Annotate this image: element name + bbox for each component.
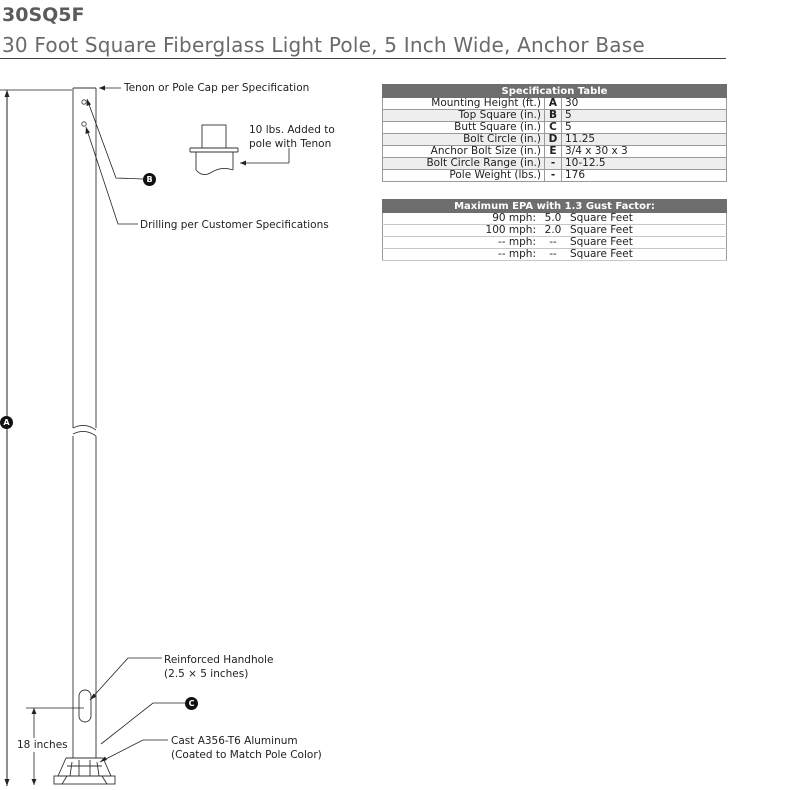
table-row (383, 249, 727, 261)
pole-hole-lower (82, 122, 86, 126)
handhole-callout-line2: (2.5 × 5 inches) (164, 668, 249, 680)
spec-key: C (545, 122, 562, 134)
tenon-weight-callout-line2: pole with Tenon (249, 138, 332, 150)
specification-table (382, 84, 727, 182)
handhole-leader (90, 658, 162, 700)
base-leader (100, 740, 168, 762)
marker-b: B (143, 173, 156, 186)
marker-a: A (0, 416, 13, 429)
table-row (383, 213, 727, 225)
epa-value: 2.0 (539, 225, 567, 237)
spec-value: 30 (562, 98, 727, 110)
table-row (383, 158, 727, 170)
epa-wind-speed: 100 mph: (383, 225, 540, 237)
base-callout-line2: (Coated to Match Pole Color) (171, 749, 322, 761)
spec-value: 11.25 (562, 134, 727, 146)
spec-label: Top Square (in.) (383, 110, 545, 122)
epa-wind-speed: -- mph: (383, 237, 540, 249)
drilling-callout: Drilling per Customer Specifications (140, 219, 329, 231)
tenon-detail (190, 125, 238, 175)
epa-wind-speed: 90 mph: (383, 213, 540, 225)
spec-table-title: Specification Table (383, 85, 727, 98)
marker-c: C (185, 697, 198, 710)
spec-key: B (545, 110, 562, 122)
table-row (383, 134, 727, 146)
anchor-base (54, 758, 115, 784)
marker-b-leader (87, 99, 143, 179)
epa-value: 5.0 (539, 213, 567, 225)
epa-table (382, 199, 727, 261)
spec-key: D (545, 134, 562, 146)
spec-value: 176 (562, 170, 727, 182)
epa-table-title: Maximum EPA with 1.3 Gust Factor: (383, 200, 727, 213)
pole-shaft (73, 88, 96, 758)
spec-key: - (545, 158, 562, 170)
spec-label: Butt Square (in.) (383, 122, 545, 134)
base-callout-line1: Cast A356-T6 Aluminum (171, 735, 298, 747)
pole-break-top (73, 425, 96, 430)
drilling-leader (86, 127, 138, 224)
pole-break-bottom (73, 431, 96, 436)
spec-label: Pole Weight (lbs.) (383, 170, 545, 182)
spec-key: A (545, 98, 562, 110)
spec-value: 10-12.5 (562, 158, 727, 170)
tenon-weight-callout-line1: 10 lbs. Added to (249, 124, 335, 136)
epa-unit: Square Feet (567, 237, 727, 249)
spec-key: - (545, 170, 562, 182)
epa-wind-speed: -- mph: (383, 249, 540, 261)
epa-unit: Square Feet (567, 213, 727, 225)
table-row (383, 122, 727, 134)
epa-value: -- (539, 249, 567, 261)
spec-label: Mounting Height (ft.) (383, 98, 545, 110)
table-row (383, 146, 727, 158)
handhole-height-label: 18 inches (17, 739, 68, 751)
table-row (383, 170, 727, 182)
product-description: 30 Foot Square Fiberglass Light Pole, 5 Inch Wide, Anchor Base (2, 33, 645, 57)
epa-unit: Square Feet (567, 225, 727, 237)
table-row (383, 98, 727, 110)
epa-unit: Square Feet (567, 249, 727, 261)
spec-label: Bolt Circle (in.) (383, 134, 545, 146)
spec-value: 5 (562, 110, 727, 122)
height-arrow-bottom (5, 779, 10, 786)
tenon-callout: Tenon or Pole Cap per Specification (124, 82, 310, 94)
table-row (383, 110, 727, 122)
pole-hole-top (82, 100, 86, 104)
height-arrow-top (5, 90, 10, 97)
spec-value: 5 (562, 122, 727, 134)
model-number: 30SQ5F (2, 4, 85, 26)
spec-label: Anchor Bolt Size (in.) (383, 146, 545, 158)
spec-value: 3/4 x 30 x 3 (562, 146, 727, 158)
table-row (383, 225, 727, 237)
handhole-callout-line1: Reinforced Handhole (164, 654, 274, 666)
spec-label: Bolt Circle Range (in.) (383, 158, 545, 170)
epa-value: -- (539, 237, 567, 249)
spec-key: E (545, 146, 562, 158)
table-row (383, 237, 727, 249)
handhole (79, 690, 91, 722)
handhole-arrow-bottom (32, 779, 37, 785)
handhole-arrow-top (32, 708, 37, 714)
